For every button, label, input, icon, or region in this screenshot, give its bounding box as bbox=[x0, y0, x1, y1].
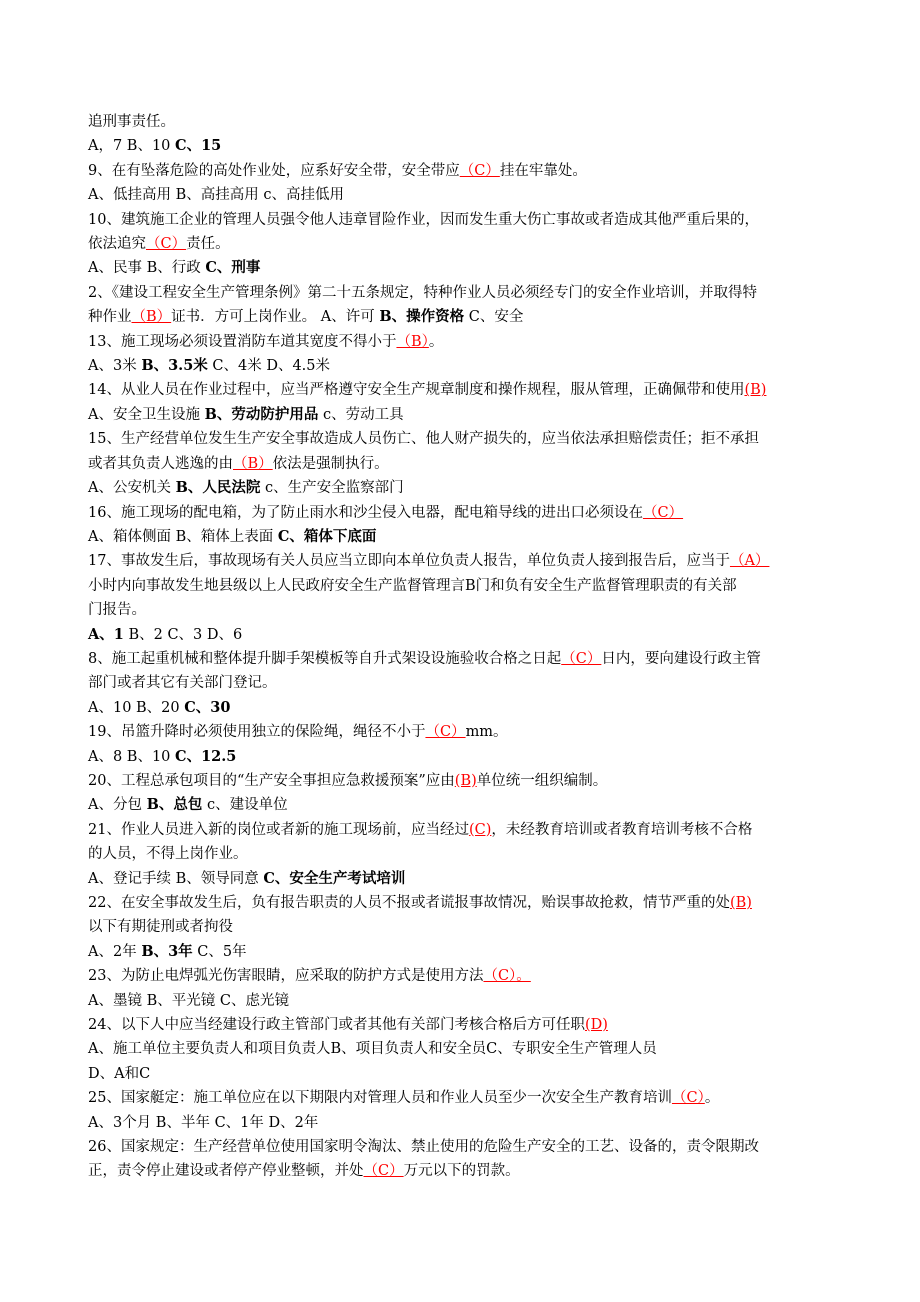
answer-mark: （C）。 bbox=[483, 968, 531, 985]
text-segment: 。 bbox=[428, 333, 444, 350]
answer-mark: （A） bbox=[729, 553, 770, 570]
text-segment: A、10 B、20 bbox=[88, 699, 185, 716]
text-segment: A、墨镜 B、平光镜 C、虑光镜 bbox=[88, 992, 289, 1009]
answer-mark: (B) bbox=[454, 772, 477, 789]
text-line bbox=[88, 940, 848, 964]
text-segment: 依法是强制执行。 bbox=[272, 455, 389, 472]
text-segment: D、A和C bbox=[88, 1065, 151, 1082]
text-line bbox=[88, 989, 848, 1013]
text-line bbox=[88, 501, 848, 525]
answer-mark: （C） bbox=[671, 1090, 705, 1107]
text-segment: 21、作业人员进入新的岗位或者新的施工现场前，应当经过 bbox=[88, 821, 469, 838]
text-segment: 日内，要向建设行政主管 bbox=[601, 650, 761, 667]
text-segment: 17、事故发生后，事故现场有关人员应当立即向本单位负责人报告，单位负责人接到报告后，应当于 bbox=[88, 553, 730, 570]
correct-option: B、操作资格 bbox=[379, 308, 465, 326]
correct-option: B、3年 bbox=[141, 942, 193, 960]
text-segment: 19、吊篮升降时必须使用独立的保险绳，绳径不小于 bbox=[88, 724, 426, 741]
text-line bbox=[88, 403, 848, 427]
text-line bbox=[88, 598, 848, 622]
text-line bbox=[88, 305, 848, 329]
text-line bbox=[88, 354, 848, 378]
text-line bbox=[88, 1135, 848, 1159]
text-line bbox=[88, 232, 848, 256]
text-line bbox=[88, 842, 848, 866]
text-line bbox=[88, 330, 848, 354]
answer-mark: （C） bbox=[425, 724, 466, 741]
text-segment: A、民事 B、行政 bbox=[88, 260, 206, 277]
correct-option: C、刑事 bbox=[205, 259, 261, 277]
answer-mark: (C) bbox=[468, 821, 492, 838]
text-segment: A、3个月 B、半年 C、1年 D、2年 bbox=[88, 1114, 319, 1131]
text-segment: A、2年 bbox=[88, 943, 142, 960]
answer-mark: (B) bbox=[744, 382, 767, 399]
text-segment: A，7 B、10 bbox=[88, 138, 176, 155]
text-line bbox=[88, 281, 848, 305]
text-line bbox=[88, 720, 848, 744]
text-segment: 追刑事责任。 bbox=[88, 114, 175, 130]
answer-mark: （C） bbox=[642, 504, 684, 521]
text-segment: 单位统一组织编制。 bbox=[476, 772, 608, 789]
text-segment: 正，责令停止建设或者停产停业整顿，并处 bbox=[88, 1163, 364, 1180]
text-line bbox=[88, 745, 848, 769]
answer-mark: （C） bbox=[363, 1163, 404, 1180]
text-segment: 责任。 bbox=[186, 236, 230, 253]
text-segment: C、5年 bbox=[192, 943, 247, 960]
text-segment: 9、在有坠落危险的高处作业处，应系好安全带，安全带应 bbox=[88, 162, 460, 179]
document-body bbox=[88, 110, 848, 1184]
text-line bbox=[88, 867, 848, 891]
text-segment: 24、以下人中应当经建设行政主管部门或者其他有关部门考核合格后方可任职 bbox=[88, 1017, 585, 1034]
answer-mark: （B） bbox=[131, 309, 172, 326]
text-segment: 25、国家艇定：施工单位应在以下期限内对管理人员和作业人员至少一次安全生产教育培训 bbox=[88, 1090, 672, 1107]
text-line bbox=[88, 378, 848, 402]
text-segment: A、低挂高用 B、高挂高用 c、高挂低用 bbox=[88, 187, 344, 204]
text-line bbox=[88, 769, 848, 793]
text-segment: ，未经教育培训或者教育培训考核不合格 bbox=[491, 821, 753, 838]
text-segment: 10、建筑施工企业的管理人员强令他人违章冒险作业，因而发生重大伤亡事故或者造成其他严重后果的， bbox=[88, 211, 759, 228]
text-segment: 挂在牢靠处。 bbox=[499, 162, 587, 179]
text-segment: A、公安机关 bbox=[88, 480, 176, 497]
answer-mark: （C） bbox=[146, 236, 187, 253]
text-segment: C、4米 D、4.5米 bbox=[207, 358, 331, 375]
text-segment: B、2 C、3 D、6 bbox=[123, 626, 243, 643]
text-line bbox=[88, 183, 848, 207]
text-segment: A、安全卫生设施 bbox=[88, 406, 205, 423]
text-segment: 部门或者其它有关部门登记。 bbox=[88, 675, 277, 692]
text-segment: 门报告。 bbox=[88, 602, 146, 619]
text-segment: 23、为防止电焊弧光伤害眼睛，应采取的防护方式是使用方法 bbox=[88, 968, 484, 985]
text-segment: A、8 B、10 bbox=[88, 748, 176, 765]
text-line bbox=[88, 1159, 848, 1183]
text-segment: 种作业 bbox=[88, 309, 132, 326]
text-segment: 依法追究 bbox=[88, 236, 146, 253]
text-segment: C、安全 bbox=[464, 309, 524, 326]
text-segment: A、分包 bbox=[88, 797, 147, 814]
text-line bbox=[88, 818, 848, 842]
correct-option: B、人民法院 bbox=[175, 479, 261, 497]
text-segment: c、建设单位 bbox=[202, 797, 288, 814]
text-line bbox=[88, 1086, 848, 1110]
text-line bbox=[88, 671, 848, 695]
text-line bbox=[88, 159, 848, 183]
text-segment: 8、施工起重机械和整体提升脚手架模板等自升式架设设施验收合格之日起 bbox=[88, 650, 562, 667]
text-segment: A、箱体侧面 B、箱体上表面 bbox=[88, 528, 278, 545]
text-segment: 。 bbox=[704, 1090, 720, 1107]
text-line bbox=[88, 891, 848, 915]
answer-mark: （B） bbox=[233, 455, 273, 472]
text-segment: 的人员，不得上岗作业。 bbox=[88, 846, 248, 863]
text-segment: 证书．方可上岗作业。 A、许可 bbox=[171, 309, 380, 326]
text-segment: 万元以下的罚款。 bbox=[403, 1163, 520, 1180]
correct-option: C、箱体下底面 bbox=[277, 527, 377, 545]
text-line bbox=[88, 1013, 848, 1037]
text-line bbox=[88, 915, 848, 939]
correct-option: C、12.5 bbox=[175, 747, 237, 765]
text-segment: A、施工单位主要负责人和项目负责人B、项目负责人和安全员C、专职安全生产管理人员 bbox=[88, 1041, 657, 1058]
answer-mark: （C） bbox=[561, 650, 602, 667]
text-line bbox=[88, 647, 848, 671]
text-line bbox=[88, 525, 848, 549]
text-line bbox=[88, 964, 848, 988]
text-line bbox=[88, 1111, 848, 1135]
text-line bbox=[88, 427, 848, 451]
text-line bbox=[88, 623, 848, 647]
text-segment: 2、《建设工程安全生产管理条例》第二十五条规定，特种作业人员必须经专门的安全作业培训，并取得特 bbox=[88, 284, 757, 301]
correct-option: B、3.5米 bbox=[141, 357, 208, 375]
answer-mark: (D) bbox=[584, 1017, 608, 1034]
text-segment: A、登记手续 B、领导同意 bbox=[88, 870, 264, 887]
text-segment: 15、生产经营单位发生生产安全事故造成人员伤亡、他人财产损失的，应当依法承担赔偿责任；拒不承担 bbox=[88, 431, 759, 448]
text-line bbox=[88, 134, 848, 158]
text-segment: 20、工程总承包项目的“生产安全事担应急救援预案”应由 bbox=[88, 772, 455, 789]
text-segment: 26、国家规定：生产经营单位使用国家明令淘汰、禁止使用的危险生产安全的工艺、设备的，责令限期改 bbox=[88, 1139, 759, 1156]
text-line bbox=[88, 549, 848, 573]
correct-option: B、总包 bbox=[146, 796, 203, 814]
text-segment: 以下有期徒刑或者拘役 bbox=[88, 919, 233, 936]
text-line bbox=[88, 110, 848, 134]
answer-mark: （B） bbox=[396, 333, 429, 350]
text-segment: 或者其负责人逃逸的由 bbox=[88, 455, 233, 472]
text-line bbox=[88, 1037, 848, 1061]
text-line bbox=[88, 256, 848, 280]
text-segment: A、3米 bbox=[88, 358, 142, 375]
text-line bbox=[88, 476, 848, 500]
correct-option: A、1 bbox=[88, 625, 124, 643]
text-line bbox=[88, 452, 848, 476]
text-segment: 14、从业人员在作业过程中，应当严格遵守安全生产规章制度和操作规程，服从管理，正确佩带和使用 bbox=[88, 382, 745, 399]
correct-option: C、安全生产考试培训 bbox=[263, 869, 406, 887]
text-line bbox=[88, 1062, 848, 1086]
answer-mark: (B) bbox=[729, 895, 752, 911]
text-line bbox=[88, 208, 848, 232]
correct-option: C、30 bbox=[184, 698, 231, 716]
text-segment: 22、在安全事故发生后，负有报告职责的人员不报或者谎报事故情况，贻误事故抢救，情节严重的处 bbox=[88, 895, 730, 911]
correct-option: B、劳动防护用品 bbox=[204, 405, 319, 423]
text-line bbox=[88, 793, 848, 817]
text-line bbox=[88, 696, 848, 720]
answer-mark: （C） bbox=[459, 162, 500, 179]
text-line bbox=[88, 574, 848, 598]
text-segment: c、劳动工具 bbox=[318, 406, 404, 423]
text-segment: mm。 bbox=[465, 724, 508, 741]
text-segment: 小时内向事故发生地县级以上人民政府安全生产监督管理言B门和负有安全生产监督管理职责的有关部 bbox=[88, 577, 737, 594]
text-segment: c、生产安全监察部门 bbox=[260, 480, 404, 497]
correct-option: C、15 bbox=[175, 137, 222, 155]
text-segment: 16、施工现场的配电箱，为了防止雨水和沙尘侵入电器，配电箱导线的进出口必须设在 bbox=[88, 504, 643, 521]
text-segment: 13、施工现场必须设置消防车道其宽度不得小于 bbox=[88, 333, 397, 350]
